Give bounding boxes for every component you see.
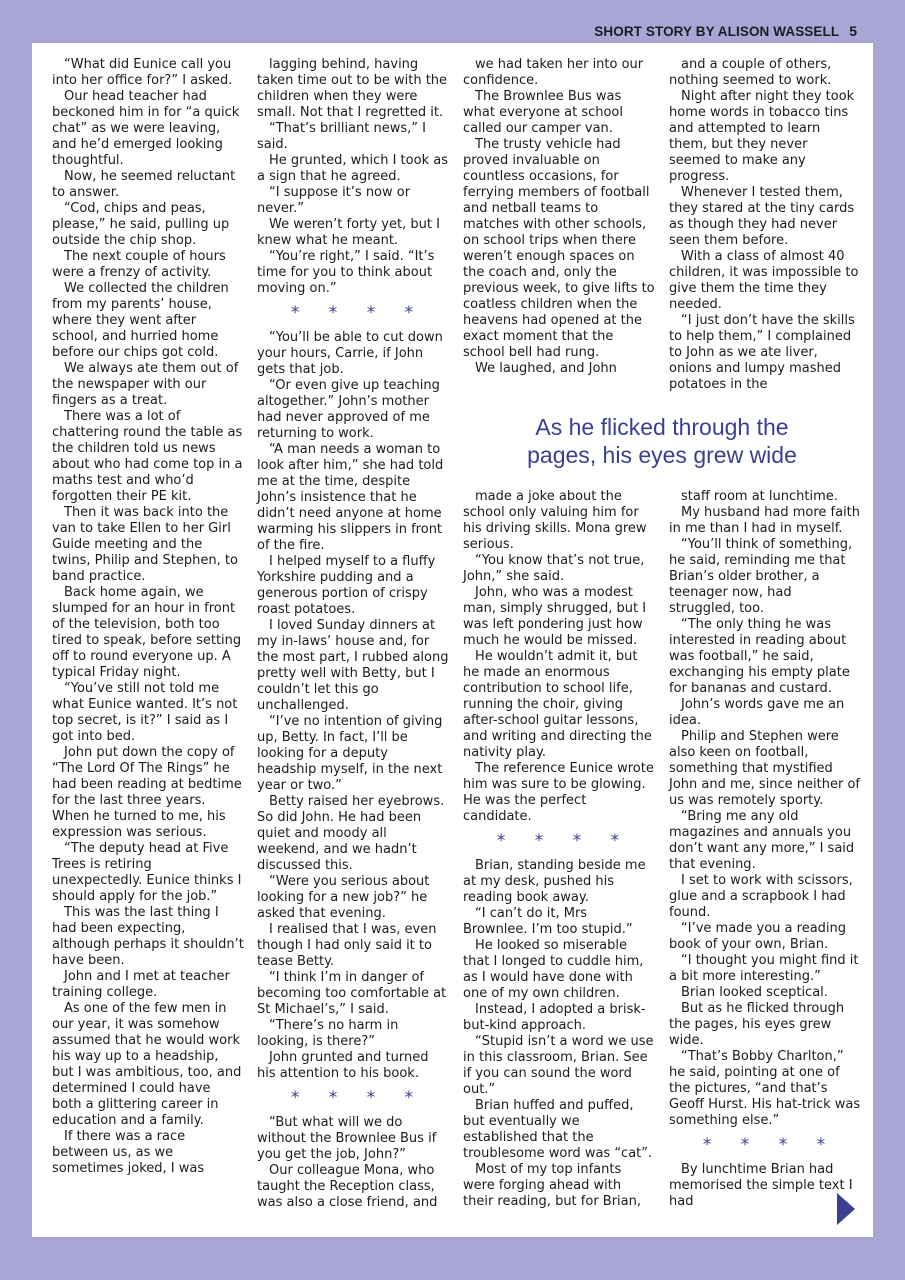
paragraph: “I suppose it’s now or never.” <box>257 185 411 216</box>
paragraph: “Were you serious about looking for a new job?” he asked that evening. <box>257 874 430 921</box>
paragraph: “What did Eunice call you into her office for?” I asked. <box>52 57 233 88</box>
paragraph: By lunchtime Brian had memorised the simple text I had <box>669 1162 853 1209</box>
paragraph: lagging behind, having taken time out to be with the children when they were small. Not that I regretted it. <box>257 57 448 120</box>
paragraph: I realised that I was, even though I had only said it to tease Betty. <box>257 922 437 969</box>
column-4-bottom-part-2 <box>669 1162 861 1210</box>
column-3-top <box>463 57 655 377</box>
paragraph: “I just don’t have the skills to help them,” I complained to John as we ate liver, onions and lumpy mashed potatoes in the <box>669 313 855 392</box>
paragraph: Brian, standing beside me at my desk, pushed his reading book away. <box>463 858 646 905</box>
paragraph: There was a lot of chattering round the table as the children told us news about who had come top in a maths test and who’d forgotten their PE kit. <box>52 409 243 504</box>
paragraph: I loved Sunday dinners at my in-laws’ house and, for the most part, I rubbed along pretty well with Betty, but I couldn’t let this go unchallenged. <box>257 618 449 713</box>
paragraph: With a class of almost 40 children, it was impossible to give them the time they needed. <box>669 249 859 312</box>
page-number: 5 <box>849 23 857 39</box>
paragraph: Philip and Stephen were also keen on football, something that mystified John and me, since neither of us was remotely sporty. <box>669 729 861 808</box>
paragraph: The Brownlee Bus was what everyone at school called our camper van. <box>463 89 623 136</box>
paragraph: “That’s Bobby Charlton,” he said, pointing at one of the pictures, “and that’s Geoff Hurst. His hat-trick was something else.” <box>669 1049 861 1128</box>
column-3-bottom <box>463 489 655 1210</box>
paragraph: Back home again, we slumped for an hour in front of the television, both too tired to speak, before setting off to round everyone up. A typical Friday night. <box>52 585 242 680</box>
paragraph: Betty raised her eyebrows. So did John. He had been quiet and moody all weekend, and we hadn’t discussed this. <box>257 794 445 873</box>
paragraph: John grunted and turned his attention to his book. <box>257 1050 429 1081</box>
column-1 <box>52 57 244 1177</box>
paragraph: Most of my top infants were forging ahead with their reading, but for Brian, <box>463 1162 642 1209</box>
paragraph: “Bring me any old magazines and annuals you don’t want any more,” I said that evening. <box>669 809 855 872</box>
paragraph: We weren’t forty yet, but I knew what he meant. <box>257 217 440 248</box>
paragraph: “Or even give up teaching altogether.” John’s mother had never approved of me returning to work. <box>257 378 440 441</box>
column-4-top <box>669 57 861 393</box>
paragraph: Instead, I adopted a brisk-but-kind approach. <box>463 1002 646 1033</box>
paragraph: “You’re right,” I said. “It’s time for you to think about moving on.” <box>257 249 435 296</box>
paragraph: “I’ve made you a reading book of your own, Brian. <box>669 921 847 952</box>
paragraph: made a joke about the school only valuing him for his driving skills. Mona grew serious. <box>463 489 647 552</box>
section-separator: * * * * <box>290 303 426 323</box>
paragraph: “You’ll be able to cut down your hours, Carrie, if John gets that job. <box>257 330 443 377</box>
section-separator: * * * * <box>496 831 632 851</box>
paragraph: We laughed, and John <box>475 361 617 376</box>
story-byline: SHORT STORY BY ALISON WASSELL <box>594 23 840 39</box>
paragraph: Brian huffed and puffed, but eventually we established that the troublesome word was “cat”. <box>463 1098 653 1161</box>
paragraph: “There’s no harm in looking, is there?” <box>257 1018 399 1049</box>
paragraph: “I think I’m in danger of becoming too comfortable at St Michael’s,” I said. <box>257 970 447 1017</box>
paragraph: “I’ve no intention of giving up, Betty. In fact, I’ll be looking for a deputy headship myself, in the next year or two.” <box>257 714 443 793</box>
paragraph: Brian looked sceptical. <box>681 985 828 1000</box>
paragraph: The reference Eunice wrote him was sure to be glowing. He was the perfect candidate. <box>463 761 654 824</box>
paragraph: “A man needs a woman to look after him,” she had told me at the time, despite John’s insistence that he didn’t need anyone at home warming his slippers in front of the fire. <box>257 442 444 553</box>
paragraph: “Stupid isn’t a word we use in this classroom, Brian. See if you can sound the word out.” <box>463 1034 654 1097</box>
paragraph: “Cod, chips and peas, please,” he said, pulling up outside the chip shop. <box>52 201 230 248</box>
paragraph: If there was a race between us, as we sometimes joked, I was <box>52 1129 205 1176</box>
paragraph: He wouldn’t admit it, but he made an enormous contribution to school life, running the choir, giving after-school guitar lessons, and writing and directing the nativity play. <box>463 649 652 760</box>
paragraph: We collected the children from my parents’ house, where they went after school, and hurried home before our chips got cold. <box>52 281 229 360</box>
paragraph: John’s words gave me an idea. <box>669 697 845 728</box>
section-separator: * * * * <box>290 1088 426 1108</box>
paragraph: we had taken her into our confidence. <box>463 57 644 88</box>
paragraph: I helped myself to a fluffy Yorkshire pudding and a generous portion of crispy roast potatoes. <box>257 554 436 617</box>
column-2-part-3 <box>257 1115 449 1211</box>
section-separator: * * * * <box>702 1135 838 1155</box>
paragraph: staff room at lunchtime. <box>681 489 838 504</box>
paragraph: The next couple of hours were a frenzy of activity. <box>52 249 226 280</box>
pull-quote <box>463 413 861 469</box>
paragraph: As one of the few men in our year, it was somehow assumed that he would work his way up to a headship, but I was ambitious, too, and determined I could have both a glittering career in education and a family. <box>52 1001 242 1128</box>
paragraph: “You know that’s not true, John,” she said. <box>463 553 645 584</box>
column-3-bottom-part-2 <box>463 858 655 1210</box>
next-page-arrow-icon[interactable] <box>837 1193 855 1225</box>
paragraph: Then it was back into the van to take Ellen to her Girl Guide meeting and the twins, Philip and Stephen, to band practice. <box>52 505 238 584</box>
paragraph: John, who was a modest man, simply shrugged, but I was left pondering just how much he would be missed. <box>463 585 647 648</box>
page-header <box>594 20 857 42</box>
paragraph: John put down the copy of “The Lord Of The Rings” he had been reading at bedtime for the last three years. When he turned to me, his expression was serious. <box>52 745 242 840</box>
column-4-bottom-part-1 <box>669 489 861 1129</box>
paragraph: This was the last thing I had been expecting, although perhaps it shouldn’t have been. <box>52 905 244 968</box>
column-2-part-2 <box>257 330 449 1082</box>
paragraph: Our colleague Mona, who taught the Reception class, was also a close friend, and <box>257 1163 438 1210</box>
paragraph: I set to work with scissors, glue and a scrapbook I had found. <box>669 873 853 920</box>
paragraph: He looked so miserable that I longed to cuddle him, as I would have done with one of my own children. <box>463 938 644 1001</box>
paragraph: My husband had more faith in me than I had in myself. <box>669 505 861 536</box>
paragraph: “That’s brilliant news,” I said. <box>257 121 426 152</box>
column-4-bottom <box>669 489 861 1210</box>
column-3-bottom-part-1 <box>463 489 655 825</box>
paragraph: Night after night they took home words in tobacco tins and attempted to learn them, but they never seemed to make any progress. <box>669 89 855 184</box>
paragraph: and a couple of others, nothing seemed to work. <box>669 57 832 88</box>
paragraph: Our head teacher had beckoned him in for “a quick chat” as we were leaving, and he’d emerged looking thoughtful. <box>52 89 240 168</box>
paragraph: “I thought you might find it a bit more interesting.” <box>669 953 859 984</box>
paragraph: But as he flicked through the pages, his eyes grew wide. <box>669 1001 845 1048</box>
paragraph: He grunted, which I took as a sign that he agreed. <box>257 153 448 184</box>
paragraph: “But what will we do without the Brownlee Bus if you get the job, John?” <box>257 1115 437 1162</box>
column-2 <box>257 57 449 1211</box>
paragraph: Now, he seemed reluctant to answer. <box>52 169 236 200</box>
pull-quote-line-2: pages, his eyes grew wide <box>527 442 797 468</box>
pull-quote-line-1: As he flicked through the <box>535 414 789 440</box>
paragraph: Whenever I tested them, they stared at the tiny cards as though they had never seen them before. <box>669 185 855 248</box>
column-2-part-1 <box>257 57 449 297</box>
paragraph: The trusty vehicle had proved invaluable on countless occasions, for ferrying members of football and netball teams to matches with other schools, on school trips when there weren’t enough spaces on the coach and, only the previous week, to give lifts to coatless children when the heavens had opened at the exact moment that the school bell had rung. <box>463 137 655 360</box>
paragraph: “You’ve still not told me what Eunice wanted. It’s not top secret, is it?” I said as I got into bed. <box>52 681 238 744</box>
paragraph: “You’ll think of something, he said, reminding me that Brian’s older brother, a teenager now, had struggled, too. <box>669 537 853 616</box>
paragraph: “I can’t do it, Mrs Brownlee. I’m too stupid.” <box>463 906 633 937</box>
paragraph: We always ate them out of the newspaper with our fingers as a treat. <box>52 361 239 408</box>
paragraph: “The deputy head at Five Trees is retiring unexpectedly. Eunice thinks I should apply for the job.” <box>52 841 242 904</box>
paragraph: John and I met at teacher training college. <box>52 969 230 1000</box>
paragraph: “The only thing he was interested in reading about was football,” he said, exchanging his empty plate for bananas and custard. <box>669 617 850 696</box>
